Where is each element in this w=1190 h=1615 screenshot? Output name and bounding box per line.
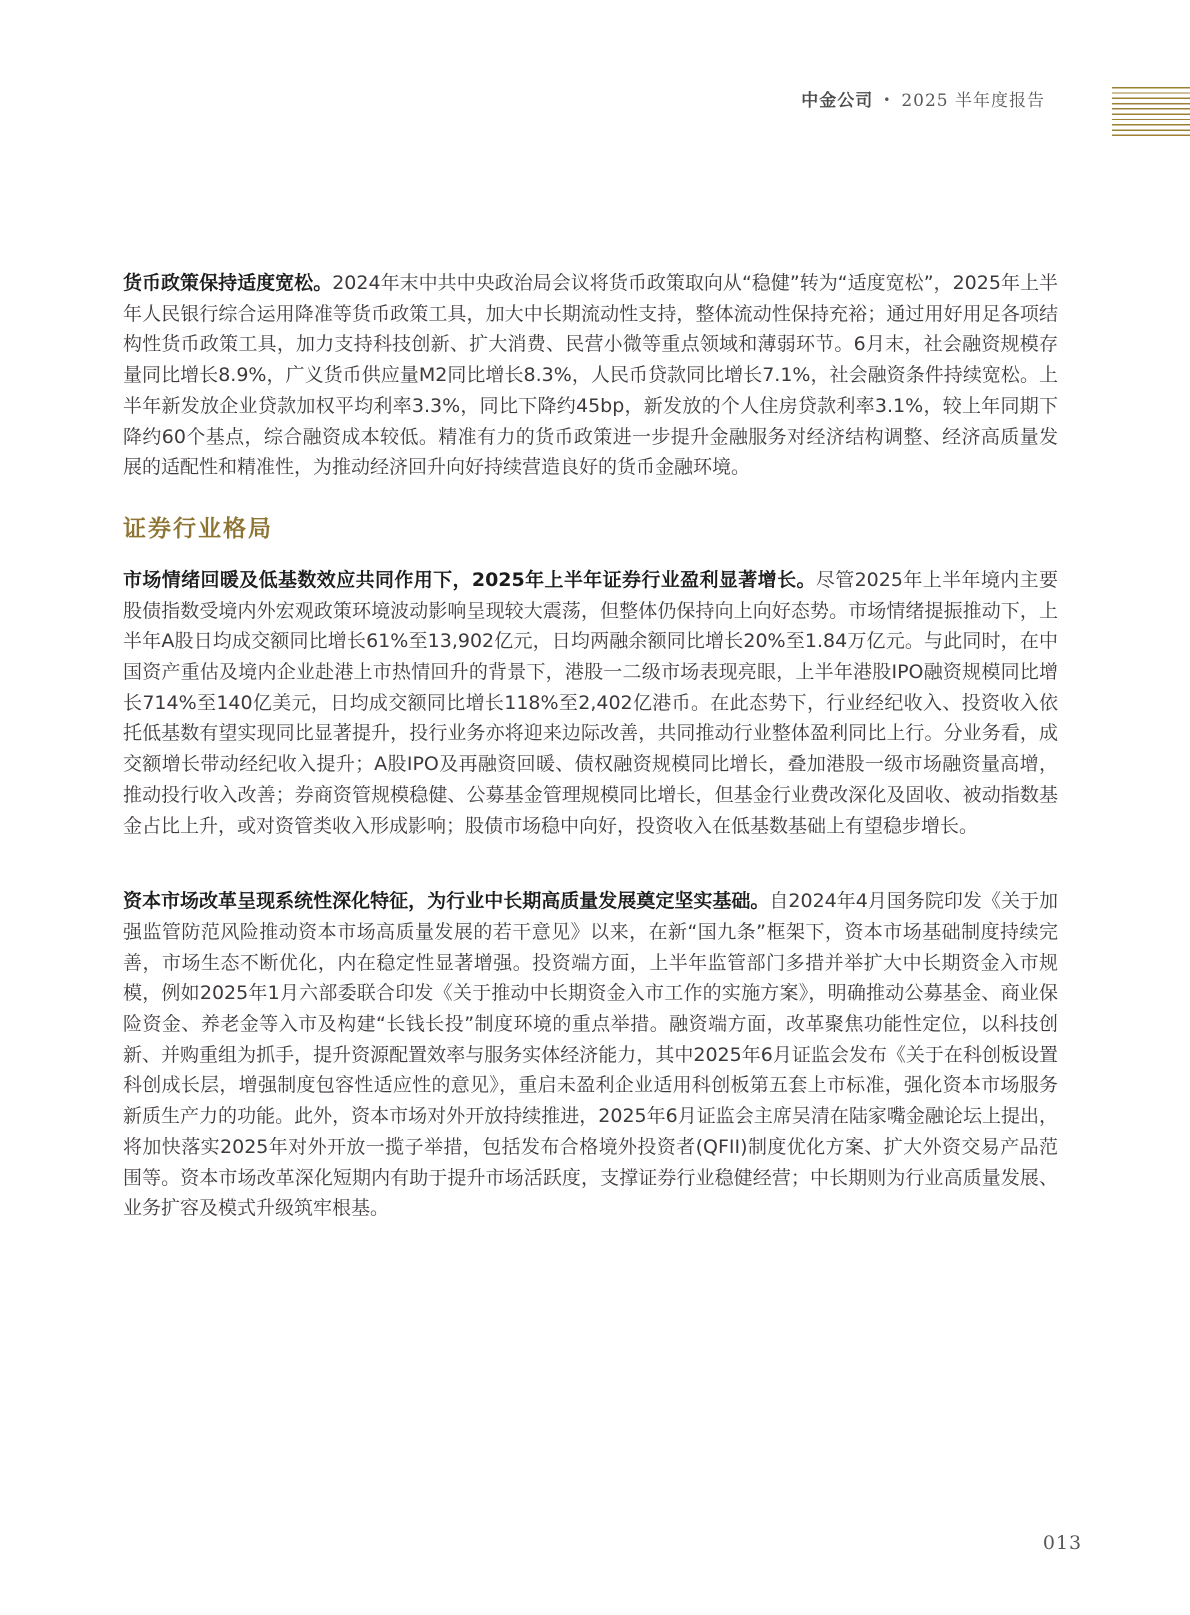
paragraph-industry-earnings: [123, 565, 1058, 841]
paragraph-lead: 资本市场改革呈现系统性深化特征，为行业中长期高质量发展奠定坚实基础。: [123, 890, 770, 913]
header-title: [801, 86, 1045, 111]
paragraph-monetary-policy: [123, 268, 1058, 483]
paragraph-capital-market-reform: [123, 886, 1058, 1224]
page-header: [0, 86, 1190, 110]
company-name: 中金公司: [801, 91, 874, 111]
bullet-separator-icon: •: [883, 93, 892, 107]
paragraph-lead: 货币政策保持适度宽松。: [123, 272, 333, 294]
gold-stripes-decoration: [1112, 87, 1190, 136]
section-heading-securities-industry: 证券行业格局: [123, 515, 273, 542]
paragraph-body: 2024年末中共中央政治局会议将货币政策取向从“稳健”转为“适度宽松”，2025年上半年人民银行综合运用降准等货币政策工具，加大中长期流动性支持，整体流动性保持充裕；通过用好用足各项结构性货币政策工具，加力支持科技创新、扩大消费、民营小微等重点领域和薄弱环节。6月末，社会融资规模存量同比增长8.9%，广义货币供应量M2同比增长8.3%，人民币贷款同比增长7.1%，社会融资条件持续宽松。上半年新发放企业贷款加权平均利率3.3%，同比下降约45bp，新发放的个人住房贷款利率3.1%，较上年同期下降约60个基点，综合融资成本较低。精准有力的货币政策进一步提升金融服务对经济结构调整、经济高质量发展的适配性和精准性，为推动经济回升向好持续营造良好的货币金融环境。: [123, 272, 1058, 479]
paragraph-body: 自2024年4月国务院印发《关于加强监管防范风险推动资本市场高质量发展的若干意见》以来，在新“国九条”框架下，资本市场基础制度持续完善，市场生态不断优化，内在稳定性显著增强。投资端方面，上半年监管部门多措并举扩大中长期资金入市规模，例如2025年1月六部委联合印发《关于推动中长期资金入市工作的实施方案》，明确推动公募基金、商业保险资金、养老金等入市及构建“长钱长投”制度环境的重点举措。融资端方面，改革聚焦功能性定位，以科技创新、并购重组为抓手，提升资源配置效率与服务实体经济能力，其中2025年6月证监会发布《关于在科创板设置科创成长层，增强制度包容性适应性的意见》，重启未盈利企业适用科创板第五套上市标准，强化资本市场服务新质生产力的功能。此外，资本市场对外开放持续推进，2025年6月证监会主席吴清在陆家嘴金融论坛上提出，将加快落实2025年对外开放一揽子举措，包括发布合格境外投资者(QFII)制度优化方案、扩大外资交易产品范围等。资本市场改革深化短期内有助于提升市场活跃度，支撑证券行业稳健经营；中长期则为行业高质量发展、业务扩容及模式升级筑牢根基。: [123, 890, 1058, 1220]
paragraph-body: 尽管2025年上半年境内主要股债指数受境内外宏观政策环境波动影响呈现较大震荡，但整体仍保持向上向好态势。市场情绪提振推动下，上半年A股日均成交额同比增长61%至13,902亿元，日均两融余额同比增长20%至1.84万亿元。与此同时，在中国资产重估及境内企业赴港上市热情回升的背景下，港股一二级市场表现亮眼，上半年港股IPO融资规模同比增长714%至140亿美元，日均成交额同比增长118%至2,402亿港币。在此态势下，行业经纪收入、投资收入依托低基数有望实现同比显著提升，投行业务亦将迎来边际改善，共同推动行业整体盈利同比上行。分业务看，成交额增长带动经纪收入提升；A股IPO及再融资回暖、债权融资规模同比增长，叠加港股一级市场融资量高增，推动投行收入改善；券商资管规模稳健、公募基金管理规模同比增长，但基金行业费改深化及固收、被动指数基金占比上升，或对资管类收入形成影响；股债市场稳中向好，投资收入在低基数基础上有望稳步增长。: [123, 568, 1058, 837]
page-number: 013: [1042, 1532, 1083, 1554]
report-title: 2025 半年度报告: [901, 91, 1045, 111]
paragraph-lead: 市场情绪回暖及低基数效应共同作用下，2025年上半年证券行业盈利显著增长。: [123, 568, 816, 591]
page-content: [123, 268, 1058, 1224]
